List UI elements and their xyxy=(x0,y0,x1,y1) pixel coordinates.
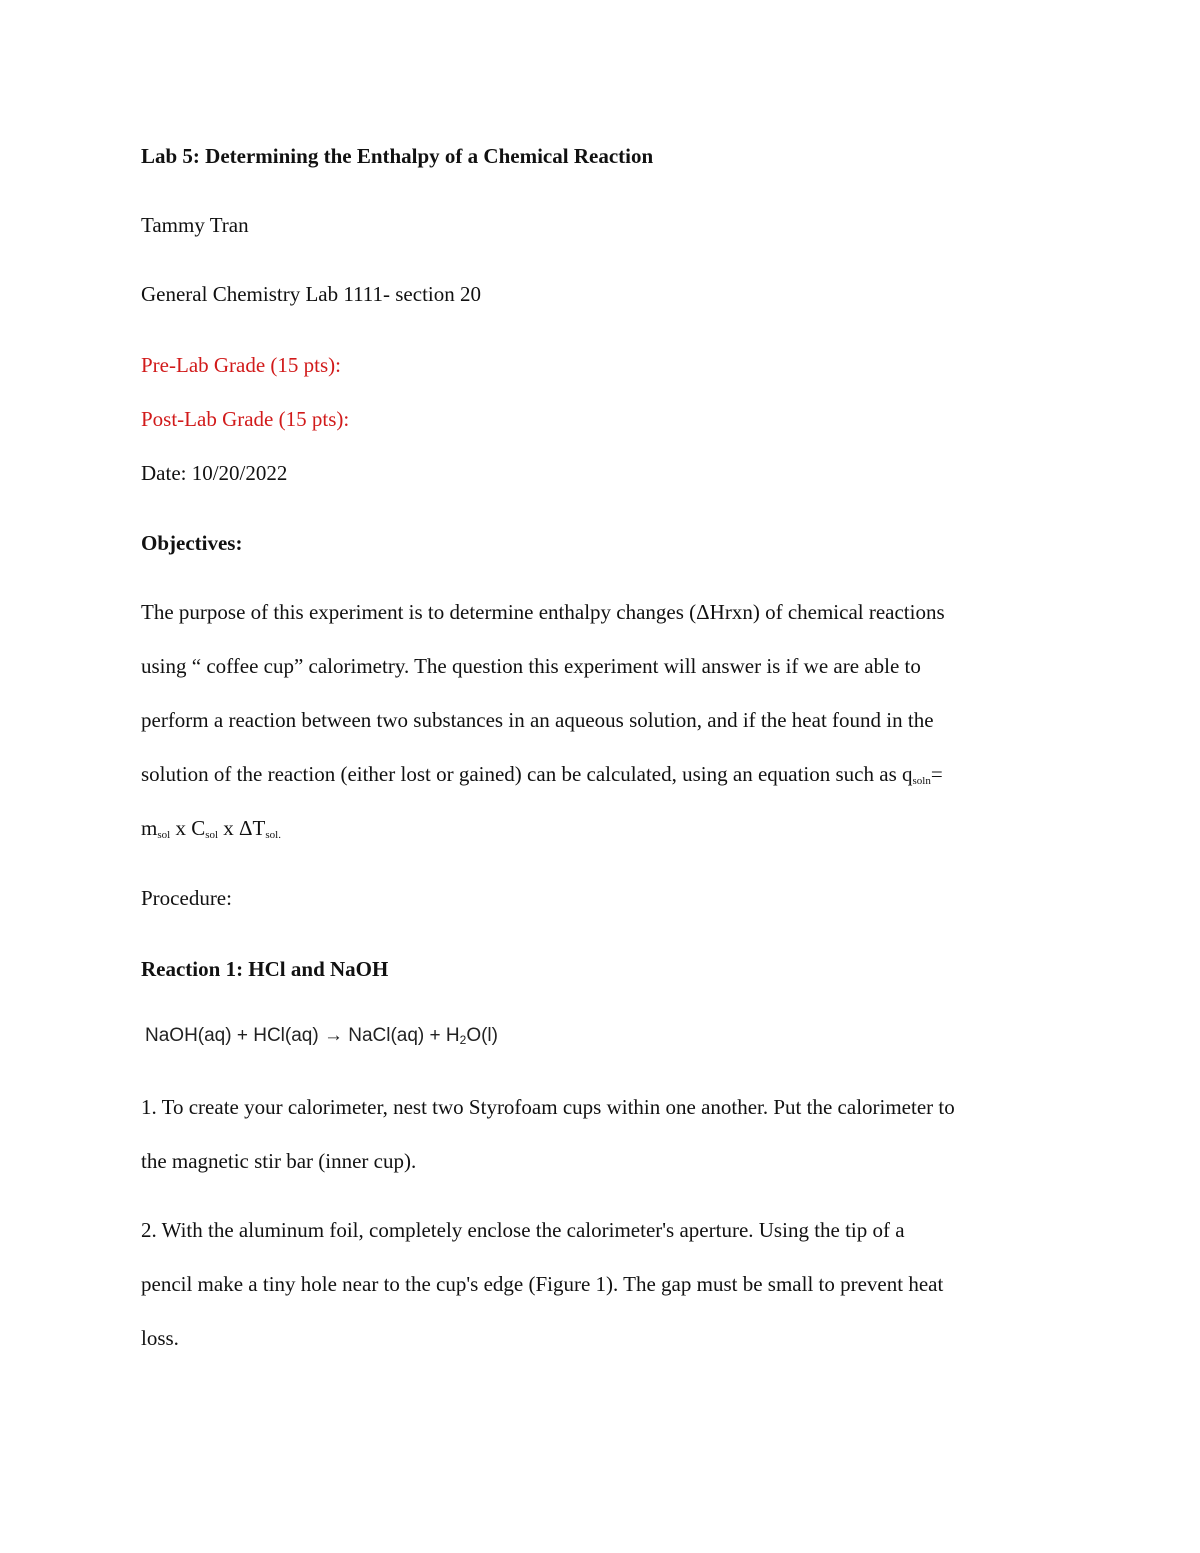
reaction-1-equation xyxy=(145,1022,498,1050)
objectives-line-4 xyxy=(141,760,943,788)
step-2-line-2: pencil make a tiny hole near to the cup's edge (Figure 1). The gap must be small to prevent heat xyxy=(141,1272,944,1296)
equals-sign: = xyxy=(930,762,943,786)
course-section: General Chemistry Lab 1111- section 20 xyxy=(141,282,481,306)
step-1-line-2: the magnetic stir bar (inner cup). xyxy=(141,1149,417,1173)
post-lab-grade: Post-Lab Grade (15 pts): xyxy=(141,407,350,431)
formula-m: m xyxy=(141,816,158,840)
equation-part-1: NaOH(aq) + HCl(aq) → NaCl(aq) + H xyxy=(145,1025,460,1046)
date-line: Date: 10/20/2022 xyxy=(141,461,288,485)
procedure-heading: Procedure: xyxy=(141,886,232,910)
step-2-line-3: loss. xyxy=(141,1326,179,1350)
q-subscript: soln xyxy=(912,775,931,787)
objectives-line-4-text: solution of the reaction (either lost or gained) can be calculated, using an equation such as q xyxy=(141,762,913,786)
formula-t-subscript: sol. xyxy=(265,829,281,841)
pre-lab-grade: Pre-Lab Grade (15 pts): xyxy=(141,353,342,377)
formula-m-subscript: sol xyxy=(157,829,171,841)
step-1-line-1: 1. To create your calorimeter, nest two Styrofoam cups within one another. Put the calorimeter to xyxy=(141,1095,955,1119)
equation-subscript: 2 xyxy=(459,1033,467,1047)
objectives-line-1: The purpose of this experiment is to determine enthalpy changes (ΔHrxn) of chemical reactions xyxy=(141,600,945,624)
objectives-heading: Objectives: xyxy=(141,531,243,555)
author-name: Tammy Tran xyxy=(141,213,249,237)
objectives-line-2: using “ coffee cup” calorimetry. The question this experiment will answer is if we are able to xyxy=(141,654,921,678)
step-2-line-1: 2. With the aluminum foil, completely enclose the calorimeter's aperture. Using the tip of a xyxy=(141,1218,905,1242)
formula-c-subscript: sol xyxy=(205,829,219,841)
objectives-line-3: perform a reaction between two substances in an aqueous solution, and if the heat found in the xyxy=(141,708,934,732)
formula-times-c: x C xyxy=(170,816,206,840)
reaction-1-heading: Reaction 1: HCl and NaOH xyxy=(141,957,389,981)
equation-part-2: O(l) xyxy=(466,1025,498,1046)
formula-times-dt: x ΔT xyxy=(218,816,266,840)
heat-formula xyxy=(141,814,281,842)
document-title: Lab 5: Determining the Enthalpy of a Chemical Reaction xyxy=(141,144,654,168)
